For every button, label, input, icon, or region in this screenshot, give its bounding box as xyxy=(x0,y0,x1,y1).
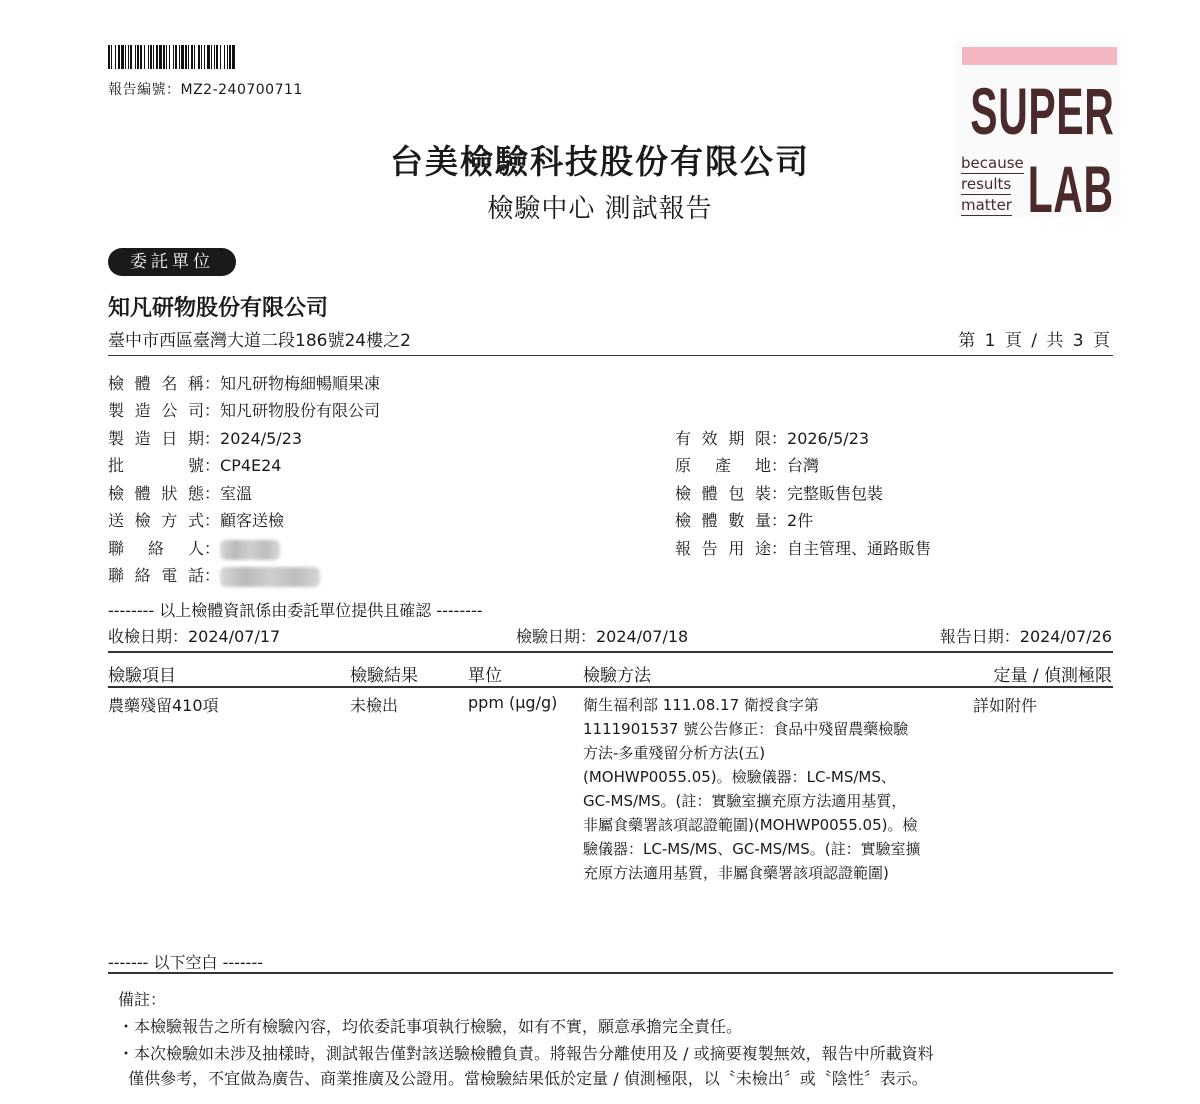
client-address: 臺中市西區臺灣大道二段186號24樓之2 xyxy=(108,331,411,351)
note-line: 僅供參考，不宜做為廣告、商業推廣及公證用。當檢驗結果低於定量 / 偵測極限，以〝未檢出〞或〝陰性〞表示。 xyxy=(118,1069,928,1088)
method-line: 驗儀器：LC-MS/MS、GC-MS/MS。(註：實驗室擴 xyxy=(583,840,921,858)
blank-below-note: ------- 以下空白 ------- xyxy=(108,953,264,972)
page-number: 第 1 頁 / 共 3 頁 xyxy=(958,331,1112,351)
note-line: ・本檢驗報告之所有檢驗內容，均依委託事項執行檢驗，如有不實，願意承擔完全責任。 xyxy=(118,1017,743,1036)
test-date: 檢驗日期：2024/07/18 xyxy=(516,627,689,646)
table-header-rule xyxy=(108,686,1113,688)
field-packaging: 檢體包裝：完整販售包裝 xyxy=(675,484,884,503)
field-sample-state: 檢體狀態：室溫 xyxy=(108,484,253,503)
superlab-logo xyxy=(955,42,1120,226)
logo-tagline-3: matter xyxy=(961,196,1012,214)
cell-unit: ppm (μg/g) xyxy=(468,693,558,712)
logo-word-lab: LAB xyxy=(1028,152,1114,226)
field-delivery-method: 送檢方式：顧客送檢 xyxy=(108,511,285,530)
field-quantity: 檢體數量：2件 xyxy=(675,511,814,530)
field-sample-name: 檢體名稱：知凡研物梅細暢順果凍 xyxy=(108,374,381,393)
field-expiry-date: 有效期限：2026/5/23 xyxy=(675,429,870,448)
logo-pink-bar xyxy=(962,47,1117,65)
method-line: (MOHWP0055.05)。檢驗儀器：LC-MS/MS、 xyxy=(583,768,896,786)
note-line: ・本次檢驗如未涉及抽樣時，測試報告僅對該送驗檢體負責。將報告分離使用及 / 或摘要複製無效，報告中所載資料 xyxy=(118,1044,934,1063)
col-header-limit: 定量 / 偵測極限 xyxy=(993,666,1112,686)
redacted-phone xyxy=(220,567,320,587)
cell-method xyxy=(583,693,963,885)
notes-title: 備註： xyxy=(118,990,167,1009)
table-top-rule xyxy=(108,651,1113,653)
method-line: GC-MS/MS。(註：實驗室擴充原方法適用基質， xyxy=(583,792,907,810)
lab-company-title: 台美檢驗科技股份有限公司 xyxy=(390,142,810,181)
method-line: 方法-多重殘留分析方法(五) xyxy=(583,744,766,762)
report-number: 報告編號：MZ2-240700711 xyxy=(108,82,303,98)
method-line: 充原方法適用基質，非屬食藥署該項認證範圍) xyxy=(583,864,889,882)
method-line: 衛生福利部 111.08.17 衛授食字第 xyxy=(583,696,819,714)
logo-word-super: SUPER xyxy=(969,74,1114,148)
divider xyxy=(108,355,1113,356)
cell-item: 農藥殘留410項 xyxy=(108,696,219,715)
barcode xyxy=(108,45,334,69)
field-manufacture-date: 製造日期：2024/5/23 xyxy=(108,429,303,448)
field-batch-no: 批號：CP4E24 xyxy=(108,456,282,475)
notes-top-rule xyxy=(108,972,1113,974)
logo-tagline-1: because xyxy=(961,154,1024,172)
logo-tagline-2: results xyxy=(961,175,1012,193)
client-badge: 委託單位 xyxy=(108,248,236,276)
client-name: 知凡研物股份有限公司 xyxy=(108,296,329,321)
redacted-contact xyxy=(220,540,280,560)
col-header-item: 檢驗項目 xyxy=(108,666,176,686)
col-header-method: 檢驗方法 xyxy=(583,666,651,686)
method-line: 1111901537 號公告修正：食品中殘留農藥檢驗 xyxy=(583,720,909,738)
col-header-unit: 單位 xyxy=(468,666,502,686)
field-origin: 原產地：台灣 xyxy=(675,456,820,475)
confirm-note: -------- 以上檢體資訊係由委託單位提供且確認 -------- xyxy=(108,601,483,620)
received-date: 收檢日期：2024/07/17 xyxy=(108,627,281,646)
col-header-result: 檢驗結果 xyxy=(350,666,418,686)
field-manufacturer: 製造公司：知凡研物股份有限公司 xyxy=(108,401,381,420)
field-contact-phone: 聯絡電話： xyxy=(108,563,320,587)
report-subtitle: 檢驗中心 測試報告 xyxy=(487,194,713,224)
field-contact-person: 聯絡人： xyxy=(108,536,280,560)
cell-result: 未檢出 xyxy=(350,696,399,715)
report-date: 報告日期：2024/07/26 xyxy=(939,627,1112,646)
cell-limit: 詳如附件 xyxy=(973,696,1038,715)
field-report-purpose: 報告用途：自主管理、通路販售 xyxy=(675,539,932,558)
method-line: 非屬食藥署該項認證範圍)(MOHWP0055.05)。檢 xyxy=(583,816,918,834)
